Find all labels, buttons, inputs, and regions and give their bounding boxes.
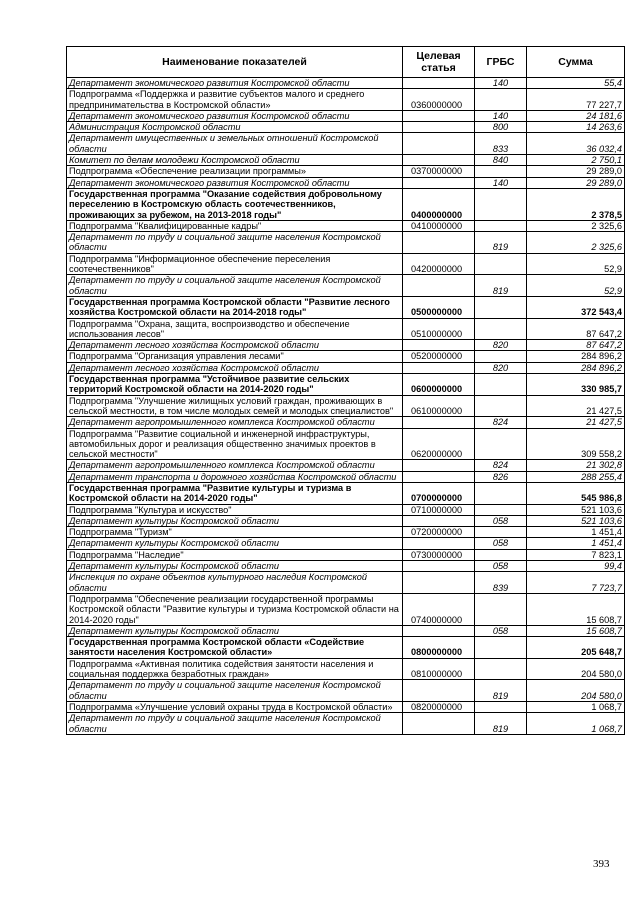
table-row: [67, 482, 625, 504]
row-target-item-cell: [403, 561, 475, 572]
row-name-cell: Подпрограмма «Активная политика содействия занятости населения и социальная поддержка безработных граждан»: [67, 658, 403, 680]
row-name-cell: Департамент экономического развития Костромской области: [67, 110, 403, 121]
row-target-item-cell: [403, 572, 475, 594]
row-grbs-cell: 140: [475, 177, 527, 188]
row-name-cell: Департамент имущественных и земельных отношений Костромской области: [67, 133, 403, 155]
row-grbs-cell: 819: [475, 680, 527, 702]
row-target-item-cell: 0600000000: [403, 374, 475, 396]
row-sum-cell: 545 986,8: [527, 482, 625, 504]
row-sum-cell: 1 068,7: [527, 701, 625, 712]
table-row: [67, 155, 625, 166]
table-row: [67, 220, 625, 231]
table-row: [67, 680, 625, 702]
row-grbs-cell: [475, 89, 527, 111]
row-grbs-cell: 826: [475, 471, 527, 482]
row-name-cell: Подпрограмма «Обеспечение реализации программы»: [67, 166, 403, 177]
row-grbs-cell: [475, 701, 527, 712]
row-name-cell: Департамент лесного хозяйства Костромской области: [67, 340, 403, 351]
page-number: 393: [593, 858, 610, 870]
table-row: [67, 527, 625, 538]
row-name-cell: Департамент культуры Костромской области: [67, 561, 403, 572]
row-target-item-cell: 0410000000: [403, 220, 475, 231]
row-sum-cell: 2 325,6: [527, 232, 625, 254]
row-name-cell: Подпрограмма "Развитие социальной и инженерной инфраструктуры, автомобильных дорог и реализация общественно значимых проектов в сельской местности": [67, 428, 403, 460]
row-target-item-cell: [403, 155, 475, 166]
row-target-item-cell: 0710000000: [403, 504, 475, 515]
table-row: [67, 318, 625, 340]
table-row: [67, 428, 625, 460]
row-name-cell: Подпрограмма "Охрана, защита, воспроизводство и обеспечение использования лесов": [67, 318, 403, 340]
table-row: [67, 471, 625, 482]
row-sum-cell: 7 723,7: [527, 572, 625, 594]
row-grbs-cell: 840: [475, 155, 527, 166]
table-row: [67, 701, 625, 712]
row-sum-cell: 55,4: [527, 78, 625, 89]
table-row: [67, 232, 625, 254]
row-name-cell: Департамент по труду и социальной защите населения Костромской области: [67, 275, 403, 297]
header-target-item: Целевая статья: [403, 47, 475, 78]
table-row: [67, 362, 625, 373]
row-grbs-cell: 058: [475, 538, 527, 549]
row-target-item-cell: 0620000000: [403, 428, 475, 460]
header-sum: Сумма: [527, 47, 625, 78]
row-name-cell: Комитет по делам молодежи Костромской области: [67, 155, 403, 166]
table-row: [67, 417, 625, 428]
table-row: [67, 253, 625, 275]
row-target-item-cell: [403, 122, 475, 133]
row-sum-cell: 21 427,5: [527, 395, 625, 417]
row-name-cell: Департамент культуры Костромской области: [67, 625, 403, 636]
table-row: [67, 275, 625, 297]
table-row: [67, 515, 625, 526]
table-row: [67, 625, 625, 636]
row-grbs-cell: [475, 527, 527, 538]
row-sum-cell: 36 032,4: [527, 133, 625, 155]
table-row: [67, 78, 625, 89]
table-row: [67, 549, 625, 560]
row-name-cell: Государственная программа Костромской области "Развитие лесного хозяйства Костромской области на 2014-2018 годы": [67, 296, 403, 318]
row-grbs-cell: [475, 482, 527, 504]
budget-table-container: [66, 46, 624, 735]
row-name-cell: Департамент лесного хозяйства Костромской области: [67, 362, 403, 373]
row-name-cell: Подпрограмма "Туризм": [67, 527, 403, 538]
row-sum-cell: 2 325,6: [527, 220, 625, 231]
row-sum-cell: 87 647,2: [527, 318, 625, 340]
row-grbs-cell: 140: [475, 78, 527, 89]
row-name-cell: Подпрограмма «Улучшение условий охраны труда в Костромской области»: [67, 701, 403, 712]
row-grbs-cell: 824: [475, 460, 527, 471]
row-name-cell: Департамент экономического развития Костромской области: [67, 78, 403, 89]
table-row: [67, 658, 625, 680]
row-grbs-cell: 819: [475, 232, 527, 254]
row-target-item-cell: [403, 275, 475, 297]
row-name-cell: Подпрограмма "Улучшение жилищных условий граждан, проживающих в сельской местности, в том числе молодых семей и молодых специалистов": [67, 395, 403, 417]
row-grbs-cell: [475, 658, 527, 680]
table-header-row: [67, 47, 625, 78]
row-name-cell: Департамент агропромышленного комплекса Костромской области: [67, 417, 403, 428]
row-sum-cell: 330 985,7: [527, 374, 625, 396]
table-row: [67, 351, 625, 362]
row-sum-cell: 29 289,0: [527, 166, 625, 177]
row-sum-cell: 205 648,7: [527, 637, 625, 659]
row-grbs-cell: 839: [475, 572, 527, 594]
table-body: [67, 78, 625, 735]
row-target-item-cell: [403, 110, 475, 121]
row-sum-cell: 284 896,2: [527, 351, 625, 362]
header-name: Наименование показателей: [67, 47, 403, 78]
row-sum-cell: 1 451,4: [527, 538, 625, 549]
row-target-item-cell: [403, 340, 475, 351]
row-grbs-cell: [475, 549, 527, 560]
row-sum-cell: 7 823,1: [527, 549, 625, 560]
row-sum-cell: 15 608,7: [527, 625, 625, 636]
table-row: [67, 504, 625, 515]
row-target-item-cell: [403, 177, 475, 188]
row-grbs-cell: 058: [475, 561, 527, 572]
row-grbs-cell: 820: [475, 340, 527, 351]
row-name-cell: Подпрограмма "Культура и искусство": [67, 504, 403, 515]
row-sum-cell: 52,9: [527, 275, 625, 297]
row-sum-cell: 52,9: [527, 253, 625, 275]
row-target-item-cell: 0800000000: [403, 637, 475, 659]
row-grbs-cell: [475, 166, 527, 177]
row-sum-cell: 309 558,2: [527, 428, 625, 460]
row-target-item-cell: 0610000000: [403, 395, 475, 417]
row-name-cell: Подпрограмма "Наследие": [67, 549, 403, 560]
table-row: [67, 166, 625, 177]
row-name-cell: Департамент агропромышленного комплекса Костромской области: [67, 460, 403, 471]
row-target-item-cell: [403, 515, 475, 526]
row-sum-cell: 2 378,5: [527, 188, 625, 220]
table-row: [67, 713, 625, 735]
row-sum-cell: 2 750,1: [527, 155, 625, 166]
row-sum-cell: 21 302,8: [527, 460, 625, 471]
row-sum-cell: 29 289,0: [527, 177, 625, 188]
table-row: [67, 538, 625, 549]
row-grbs-cell: 824: [475, 417, 527, 428]
row-target-item-cell: [403, 362, 475, 373]
row-sum-cell: 521 103,6: [527, 515, 625, 526]
row-name-cell: Подпрограмма "Информационное обеспечение переселения соотечественников": [67, 253, 403, 275]
row-sum-cell: 1 068,7: [527, 713, 625, 735]
table-row: [67, 572, 625, 594]
table-row: [67, 593, 625, 625]
row-target-item-cell: 0720000000: [403, 527, 475, 538]
row-target-item-cell: 0400000000: [403, 188, 475, 220]
row-name-cell: Департамент по труду и социальной защите населения Костромской области: [67, 232, 403, 254]
row-target-item-cell: [403, 460, 475, 471]
row-target-item-cell: 0500000000: [403, 296, 475, 318]
row-grbs-cell: [475, 374, 527, 396]
row-sum-cell: 87 647,2: [527, 340, 625, 351]
row-target-item-cell: 0520000000: [403, 351, 475, 362]
row-grbs-cell: [475, 593, 527, 625]
row-name-cell: Подпрограмма "Организация управления лесами": [67, 351, 403, 362]
row-grbs-cell: 058: [475, 515, 527, 526]
row-grbs-cell: 140: [475, 110, 527, 121]
row-target-item-cell: 0730000000: [403, 549, 475, 560]
table-row: [67, 460, 625, 471]
row-grbs-cell: 819: [475, 275, 527, 297]
row-grbs-cell: 800: [475, 122, 527, 133]
row-grbs-cell: [475, 318, 527, 340]
row-sum-cell: 204 580,0: [527, 658, 625, 680]
row-sum-cell: 372 543,4: [527, 296, 625, 318]
row-sum-cell: 15 608,7: [527, 593, 625, 625]
table-row: [67, 374, 625, 396]
row-name-cell: Подпрограмма «Поддержка и развитие субъектов малого и среднего предпринимательства в Костромской области»: [67, 89, 403, 111]
row-target-item-cell: 0360000000: [403, 89, 475, 111]
table-row: [67, 561, 625, 572]
header-grbs: ГРБС: [475, 47, 527, 78]
row-grbs-cell: [475, 220, 527, 231]
row-grbs-cell: 058: [475, 625, 527, 636]
row-name-cell: Государственная программа "Устойчивое развитие сельских территорий Костромской области на 2014-2020 годы": [67, 374, 403, 396]
table-row: [67, 188, 625, 220]
row-target-item-cell: 0810000000: [403, 658, 475, 680]
row-grbs-cell: [475, 296, 527, 318]
row-sum-cell: 99,4: [527, 561, 625, 572]
row-sum-cell: 14 263,6: [527, 122, 625, 133]
row-sum-cell: 77 227,7: [527, 89, 625, 111]
row-grbs-cell: [475, 637, 527, 659]
row-target-item-cell: [403, 538, 475, 549]
row-target-item-cell: [403, 625, 475, 636]
row-target-item-cell: [403, 713, 475, 735]
table-row: [67, 395, 625, 417]
row-grbs-cell: [475, 253, 527, 275]
row-sum-cell: 204 580,0: [527, 680, 625, 702]
row-sum-cell: 21 427,5: [527, 417, 625, 428]
table-row: [67, 110, 625, 121]
row-name-cell: Инспекция по охране объектов культурного наследия Костромской области: [67, 572, 403, 594]
table-row: [67, 340, 625, 351]
row-grbs-cell: [475, 395, 527, 417]
row-grbs-cell: [475, 351, 527, 362]
row-name-cell: Департамент культуры Костромской области: [67, 538, 403, 549]
row-name-cell: Государственная программа Костромской области «Содействие занятости населения Костромской области»: [67, 637, 403, 659]
row-target-item-cell: 0700000000: [403, 482, 475, 504]
row-target-item-cell: [403, 133, 475, 155]
row-grbs-cell: 819: [475, 713, 527, 735]
row-target-item-cell: 0740000000: [403, 593, 475, 625]
row-sum-cell: 24 181,6: [527, 110, 625, 121]
row-name-cell: Администрация Костромской области: [67, 122, 403, 133]
row-name-cell: Подпрограмма "Обеспечение реализации государственной программы Костромской области "Развитие культуры и туризма Костромской области на 2014-2020 годы": [67, 593, 403, 625]
row-target-item-cell: [403, 680, 475, 702]
table-row: [67, 637, 625, 659]
row-target-item-cell: 0510000000: [403, 318, 475, 340]
budget-table: [66, 46, 625, 735]
row-sum-cell: 521 103,6: [527, 504, 625, 515]
row-name-cell: Департамент культуры Костромской области: [67, 515, 403, 526]
row-target-item-cell: [403, 78, 475, 89]
row-sum-cell: 288 255,4: [527, 471, 625, 482]
table-row: [67, 296, 625, 318]
row-name-cell: Департамент по труду и социальной защите населения Костромской области: [67, 713, 403, 735]
row-grbs-cell: [475, 428, 527, 460]
row-name-cell: Государственная программа "Оказание содействия добровольному переселению в Костромскую область соотечественников, проживающих за рубежом, на 2013-2018 годы": [67, 188, 403, 220]
row-sum-cell: 1 451,4: [527, 527, 625, 538]
row-name-cell: Департамент по труду и социальной защите населения Костромской области: [67, 680, 403, 702]
row-grbs-cell: 833: [475, 133, 527, 155]
row-grbs-cell: [475, 188, 527, 220]
row-target-item-cell: [403, 417, 475, 428]
row-target-item-cell: 0370000000: [403, 166, 475, 177]
row-name-cell: Подпрограмма "Квалифицированные кадры": [67, 220, 403, 231]
table-row: [67, 133, 625, 155]
row-target-item-cell: [403, 232, 475, 254]
row-grbs-cell: [475, 504, 527, 515]
table-row: [67, 177, 625, 188]
row-target-item-cell: 0420000000: [403, 253, 475, 275]
table-row: [67, 122, 625, 133]
row-grbs-cell: 820: [475, 362, 527, 373]
row-name-cell: Департамент транспорта и дорожного хозяйства Костромской области: [67, 471, 403, 482]
table-row: [67, 89, 625, 111]
row-sum-cell: 284 896,2: [527, 362, 625, 373]
row-name-cell: Государственная программа "Развитие культуры и туризма в Костромской области на 2014-2020 годы": [67, 482, 403, 504]
row-target-item-cell: 0820000000: [403, 701, 475, 712]
row-name-cell: Департамент экономического развития Костромской области: [67, 177, 403, 188]
row-target-item-cell: [403, 471, 475, 482]
